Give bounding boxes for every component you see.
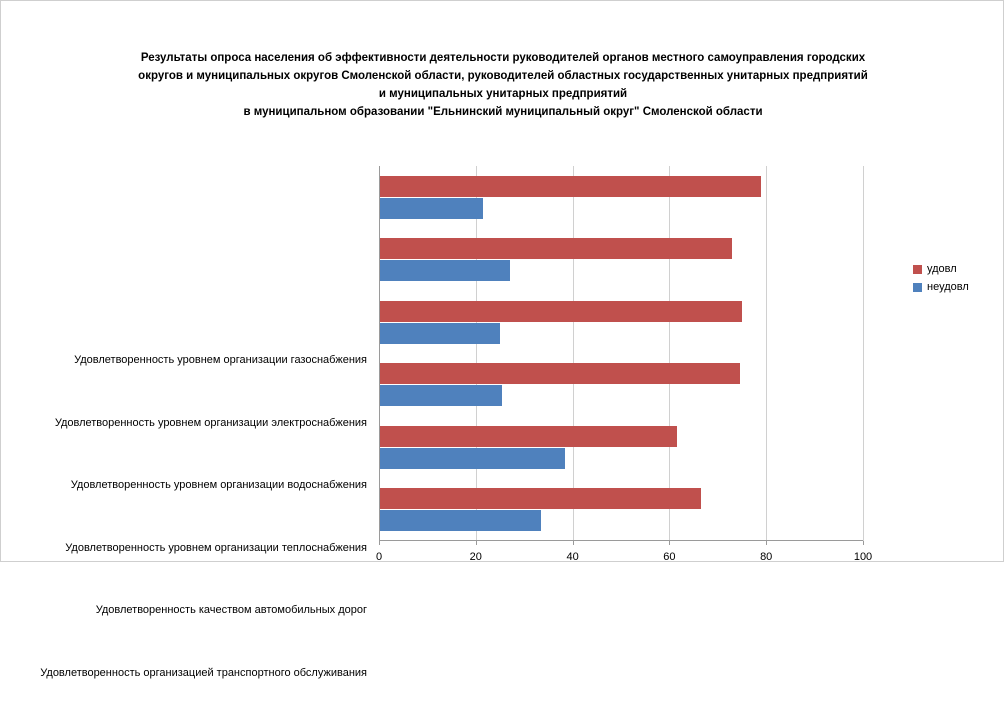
bar [379,488,701,509]
chart-title-line-4: в муниципальном образовании "Ельнинский муниципальный округ" Смоленской области [243,106,763,118]
gridline [476,166,477,541]
bar [379,448,565,469]
chart-title-line-1: Результаты опроса населения об эффективности деятельности руководителей органов местного самоуправления городских [140,52,866,64]
x-tick-mark [379,541,380,545]
bar [379,176,761,197]
x-tick-mark [669,541,670,545]
x-tick-label: 100 [853,551,873,563]
legend-label-udovl: удовл [927,263,957,275]
category-label: Удовлетворенность организацией транспортного обслуживания [40,666,367,679]
bar [379,510,541,531]
category-label: Удовлетворенность уровнем организации водоснабжения [70,479,367,492]
gridline [669,166,670,541]
chart-title [61,49,945,121]
x-tick-label: 60 [663,551,676,563]
gridline [766,166,767,541]
category-label: Удовлетворенность уровнем организации газоснабжения [74,354,367,367]
x-tick-mark [573,541,574,545]
gridline [573,166,574,541]
x-tick-mark [476,541,477,545]
legend-swatch-udovl [913,265,922,274]
category-axis-labels [0,331,375,706]
y-axis-line [379,166,380,541]
legend-swatch-neudovl [913,283,922,292]
chart-legend [913,261,969,297]
x-tick-label: 20 [469,551,482,563]
bar [379,238,732,259]
bar [379,426,677,447]
category-label: Удовлетворенность уровнем организации теплоснабжения [65,541,367,554]
bar [379,260,510,281]
bar [379,198,483,219]
x-axis-line [379,540,863,541]
x-tick-label: 80 [760,551,773,563]
bar [379,301,742,322]
category-label: Удовлетворенность качеством автомобильных дорог [95,604,367,617]
chart-title-line-3: и муниципальных унитарных предприятий [378,88,628,100]
plot-background [379,166,863,541]
x-tick-label: 40 [566,551,579,563]
bar [379,385,502,406]
x-tick-mark [863,541,864,545]
x-tick-label: 0 [375,551,383,563]
plot-area [40,166,873,679]
gridline [863,166,864,541]
bar [379,363,740,384]
x-tick-mark [766,541,767,545]
category-label: Удовлетворенность уровнем организации электроснабжения [54,416,367,429]
legend-item-udovl [913,261,969,277]
legend-label-neudovl: неудовл [927,281,969,293]
chart-title-line-2: округов и муниципальных округов Смоленской области, руководителей областных государственных унитарных предприятий [138,70,868,82]
bar [379,323,500,344]
legend-item-neudovl [913,279,969,295]
